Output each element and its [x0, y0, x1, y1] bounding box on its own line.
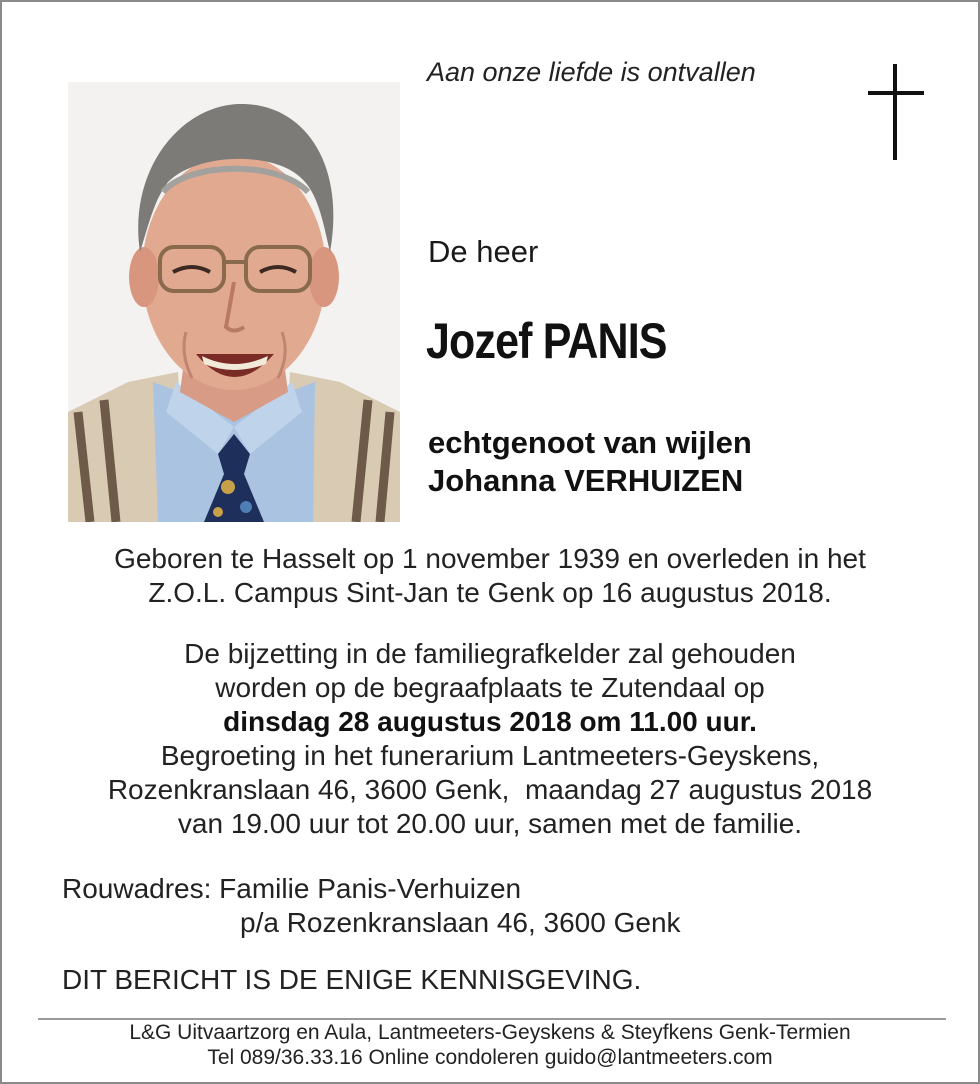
spouse-line-2: Johanna VERHUIZEN [428, 463, 744, 498]
mourning-address [62, 872, 681, 940]
footer-line-2: Tel 089/36.33.16 Online condoleren guido@lantmeeters.com [207, 1046, 773, 1069]
spouse-line-1: echtgenoot van wijlen [428, 425, 752, 460]
burial-date [22, 705, 958, 739]
address-line-1: Rouwadres: Familie Panis-Verhuizen [62, 873, 522, 904]
burial-line-5: Rozenkranslaan 46, 3600 Genk, maandag 27 augustus 2018 [107, 774, 873, 805]
spouse-block [428, 424, 752, 500]
burial-line-6: van 19.00 uur tot 20.00 uur, samen met de familie. [177, 808, 803, 839]
birth-death-line-1: Geboren te Hasselt op 1 november 1939 en overleden in het [114, 543, 866, 574]
birth-death-line-2: Z.O.L. Campus Sint-Jan te Genk op 16 augustus 2018. [148, 577, 832, 608]
birth-death-paragraph [22, 542, 958, 610]
intro-text: Aan onze liefde is ontvallen [427, 57, 756, 87]
notice-text: DIT BERICHT IS DE ENIGE KENNISGEVING. [62, 964, 642, 995]
deceased-name: Jozef PANIS [426, 313, 667, 369]
burial-line-2: worden op de begraafplaats te Zutendaal op [215, 672, 765, 703]
footer-line-1: L&G Uitvaartzorg en Aula, Lantmeeters-Geyskens & Steyfkens Genk-Termien [129, 1021, 851, 1044]
footer [22, 1020, 958, 1070]
burial-date-bold: dinsdag 28 augustus 2018 om 11.00 uur. [223, 706, 757, 737]
burial-paragraph [22, 637, 958, 841]
honorific: De heer [428, 234, 539, 269]
portrait-photo [68, 82, 400, 522]
latin-cross-icon [864, 62, 928, 162]
address-line-2: p/a Rozenkranslaan 46, 3600 Genk [240, 907, 681, 938]
burial-line-1: De bijzetting in de familiegrafkelder zal gehouden [184, 638, 796, 669]
burial-line-4: Begroeting in het funerarium Lantmeeters-Geyskens, [160, 740, 820, 771]
